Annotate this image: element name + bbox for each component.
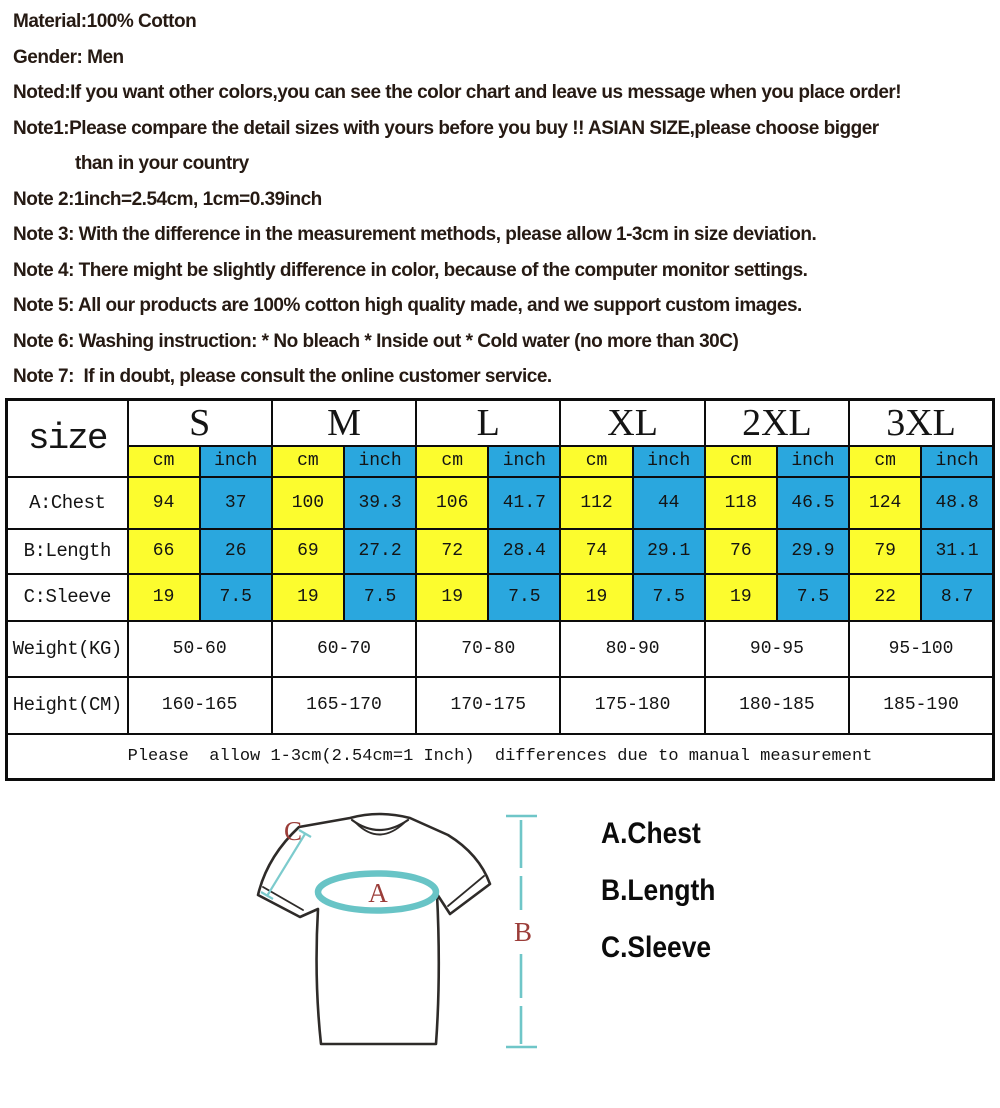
value-cm: 112: [560, 477, 632, 529]
range-value: 80-90: [560, 621, 704, 677]
range-value: 95-100: [849, 621, 993, 677]
size-header-m: M: [272, 399, 416, 446]
range-value: 175-180: [560, 677, 704, 734]
table-footer-note: Please allow 1-3cm(2.54cm=1 Inch) differences due to manual measurement: [7, 734, 994, 780]
value-inch: 48.8: [921, 477, 993, 529]
range-value: 160-165: [128, 677, 272, 734]
range-value: 90-95: [705, 621, 849, 677]
unit-header-cm: cm: [849, 446, 921, 477]
note-line: Gender: Men: [13, 46, 124, 68]
value-inch: 7.5: [488, 574, 560, 621]
value-inch: 28.4: [488, 529, 560, 574]
value-cm: 69: [272, 529, 344, 574]
value-inch: 26: [200, 529, 272, 574]
note-line: Noted:If you want other colors,you can see the color chart and leave us message when you place order!: [13, 82, 902, 103]
value-inch: 37: [200, 477, 272, 529]
value-cm: 22: [849, 574, 921, 621]
range-value: 70-80: [416, 621, 560, 677]
size-header-2xl: 2XL: [705, 399, 849, 446]
legend-chest: A.Chest: [601, 817, 701, 850]
value-cm: 19: [416, 574, 488, 621]
value-inch: 29.9: [777, 529, 849, 574]
value-inch: 46.5: [777, 477, 849, 529]
note-line: Material:100% Cotton: [13, 11, 197, 32]
value-cm: 19: [128, 574, 200, 621]
unit-header-cm: cm: [416, 446, 488, 477]
value-cm: 106: [416, 477, 488, 529]
value-inch: 7.5: [344, 574, 416, 621]
row-label: Height(CM): [7, 677, 128, 734]
value-cm: 79: [849, 529, 921, 574]
value-inch: 7.5: [633, 574, 705, 621]
size-header-3xl: 3XL: [849, 399, 993, 446]
row-label: Weight(KG): [7, 621, 128, 677]
unit-header-cm: cm: [560, 446, 632, 477]
unit-header-cm: cm: [705, 446, 777, 477]
measurement-diagram: [0, 784, 1000, 1108]
range-value: 165-170: [272, 677, 416, 734]
note-line: than in your country: [75, 153, 249, 174]
value-inch: 27.2: [344, 529, 416, 574]
unit-header-inch: inch: [921, 446, 993, 477]
legend-sleeve: C.Sleeve: [601, 931, 712, 964]
product-notes: [0, 0, 1000, 395]
value-inch: 8.7: [921, 574, 993, 621]
row-label: C:Sleeve: [7, 574, 128, 621]
sleeve-label-c: C: [283, 816, 303, 846]
size-header-xl: XL: [560, 399, 704, 446]
value-cm: 72: [416, 529, 488, 574]
range-value: 180-185: [705, 677, 849, 734]
measure-legend: [601, 805, 731, 976]
note-line: Note 2:1inch=2.54cm, 1cm=0.39inch: [13, 188, 322, 210]
note-line: Note 5: All our products are 100% cotton high quality made, and we support custom images.: [13, 295, 802, 316]
length-label-b: B: [513, 917, 533, 947]
tshirt-outline: [258, 814, 490, 1044]
value-cm: 124: [849, 477, 921, 529]
value-cm: 19: [272, 574, 344, 621]
range-value: 50-60: [128, 621, 272, 677]
legend-length: B.Length: [601, 874, 716, 907]
note-line: Note1:Please compare the detail sizes with yours before you buy !! ASIAN SIZE,please choose bigger: [13, 117, 879, 139]
value-cm: 74: [560, 529, 632, 574]
chest-label-a: A: [368, 878, 388, 908]
value-inch: 31.1: [921, 529, 993, 574]
row-label: B:Length: [7, 529, 128, 574]
size-table: [5, 398, 995, 782]
value-cm: 94: [128, 477, 200, 529]
value-inch: 41.7: [488, 477, 560, 529]
size-corner-label: size: [7, 399, 128, 477]
unit-header-cm: cm: [272, 446, 344, 477]
unit-header-inch: inch: [200, 446, 272, 477]
unit-header-inch: inch: [488, 446, 560, 477]
size-header-s: S: [128, 399, 272, 446]
size-header-l: L: [416, 399, 560, 446]
value-cm: 19: [560, 574, 632, 621]
note-line: Note 3: With the difference in the measurement methods, please allow 1-3cm in size deviation.: [13, 224, 817, 245]
unit-header-inch: inch: [344, 446, 416, 477]
range-value: 185-190: [849, 677, 993, 734]
value-cm: 66: [128, 529, 200, 574]
value-inch: 39.3: [344, 477, 416, 529]
unit-header-cm: cm: [128, 446, 200, 477]
note-line: Note 7: If in doubt, please consult the online customer service.: [13, 366, 552, 387]
note-line: Note 6: Washing instruction: * No bleach * Inside out * Cold water (no more than 30C): [13, 330, 739, 352]
value-cm: 19: [705, 574, 777, 621]
value-inch: 7.5: [777, 574, 849, 621]
unit-header-inch: inch: [633, 446, 705, 477]
range-value: 170-175: [416, 677, 560, 734]
value-inch: 7.5: [200, 574, 272, 621]
value-cm: 118: [705, 477, 777, 529]
value-cm: 100: [272, 477, 344, 529]
row-label: A:Chest: [7, 477, 128, 529]
value-cm: 76: [705, 529, 777, 574]
value-inch: 44: [633, 477, 705, 529]
unit-header-inch: inch: [777, 446, 849, 477]
range-value: 60-70: [272, 621, 416, 677]
tshirt-diagram: [0, 784, 1000, 1108]
note-line: Note 4: There might be slightly difference in color, because of the computer monitor settings.: [13, 259, 808, 281]
value-inch: 29.1: [633, 529, 705, 574]
